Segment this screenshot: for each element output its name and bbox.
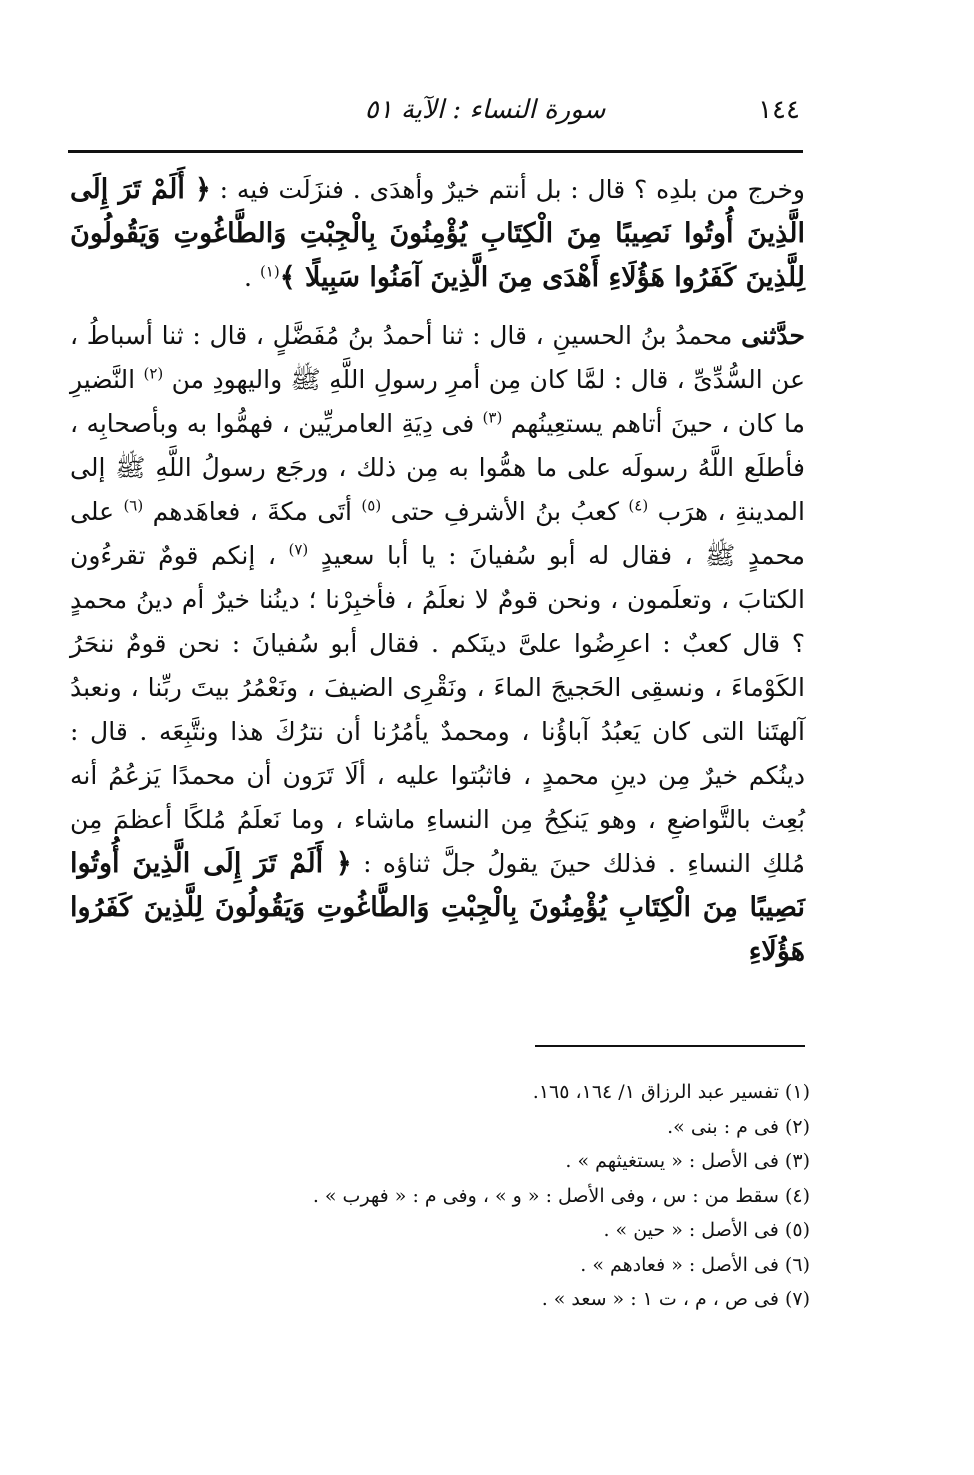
header-rule	[68, 150, 803, 153]
footnote-ref: (٣)	[482, 408, 503, 427]
text-run: .	[244, 263, 260, 292]
footnote-1: (١) تفسير عبد الرزاق ١/ ١٦٤، ١٦٥.	[532, 1081, 810, 1103]
paragraph-1	[70, 168, 805, 300]
text-run: وخرج من بلدِه ؟ قال : بل أنتم خيرٌ وأهدَى . فنزَلَت فيه :	[210, 175, 805, 204]
footnote-ref: (٦)	[123, 496, 144, 515]
lead-word: حدَّثنى	[741, 321, 805, 350]
footnotes	[200, 1075, 810, 1317]
main-text	[70, 168, 805, 974]
footnote-ref: (٥)	[361, 496, 382, 515]
footnote-ref: (٧)	[288, 540, 309, 559]
quran-verse: ﴿ أَلَمْ تَرَ إِلَى الَّذِينَ أُوتُوا نَصِيبًا مِنَ الْكِتَابِ يُؤْمِنُونَ بِالْجِبْتِ وَالطَّاغُوتِ وَيَقُولُونَ لِلَّذِينَ كَفَرُوا هَؤُلَاءِ أَهْدَى مِنَ الَّذِينَ آمَنُوا سَبِيلًا ﴾	[70, 174, 805, 293]
footnote-6: (٦) فى الأصل : « فعادهم » .	[580, 1253, 810, 1276]
footnote-7: (٧) فى ص ، م ، ت ١ : « سعد » .	[541, 1288, 810, 1310]
running-title: سورة النساء : الآية ٥١	[364, 95, 606, 125]
paragraph-2	[70, 314, 805, 974]
quran-verse: ﴿ أَلَمْ تَرَ إِلَى الَّذِينَ أُوتُوا نَصِيبًا مِنَ الْكِتَابِ يُؤْمِنُونَ بِالْجِبْتِ وَالطَّاغُوتِ وَيَقُولُونَ لِلَّذِينَ كَفَرُوا هَؤُلَاءِ	[70, 848, 805, 967]
text-run: على محمدٍ ﷺ ، فقال له أبو سُفيانَ : يا أبا سعيدٍ	[70, 497, 805, 570]
page-header	[70, 90, 800, 130]
page-number: ١٤٤	[758, 95, 800, 125]
footnote-5: (٥) فى الأصل : « حين » .	[603, 1219, 810, 1241]
footnote-ref: (٤)	[628, 496, 649, 515]
footnote-4: (٤) سقط من : س ، وفى الأصل : « و » ، وفى م : « فهرب » .	[312, 1184, 810, 1207]
text-run: ، إنكم قومٌ تقرءُون الكتابَ ، وتعلَمون ، ونحن قومٌ لا نعلَمُ ، فأخبِرْنا ؛ دينُنا خيرٌ أم دينُ محمدٍ ؟ قال كعبٌ : اعرِضُوا علىَّ دينَكم . فقال أبو سُفيانَ : نحن قومٌ ننحَرُ الكَوْماءَ ، ونسقِى الحَجيجَ الماءَ ، ونَقْرِى الضيفَ ، ونَعْمُرُ بيتَ ربِّنا ، ونعبدُ آلهتَنا التى كان يَعبُدُ آباؤُنا ، ومحمدٌ يأمُرُنا أن نترُكَ هذا ونتَّبِعَه . قال : دينُكم خيرٌ مِن دينِ محمدٍ ، فاثبُتوا عليه ، ألَا تَرَون أن محمدًا يَزعُمُ أنه بُعِث بالتَّواضعِ ، وهو يَنكِحُ مِن النساءِ ماشاء ، وما نَعلَمُ مُلكًا أعظمَ مِن مُلكِ النساءِ . فذلك حينَ يقولُ جلَّ ثناؤه :	[70, 541, 806, 878]
footnote-ref: (٢)	[143, 364, 164, 383]
footnote-rule	[535, 1045, 805, 1047]
footnote-ref: (١)	[259, 262, 280, 281]
footnote-3: (٣) فى الأصل : « يستغيثهم » .	[565, 1150, 810, 1172]
footnote-2: (٢) فى م : بنى ».	[667, 1115, 810, 1138]
text-run: كعبُ بنُ الأشرفِ حتى	[381, 497, 629, 526]
text-run: النَّضيرِ ما كان ، حينَ أتاهم يستعِينُهم	[70, 365, 805, 438]
text-run: محمدُ بنُ الحسينِ ، قال : ثنا أحمدُ بنُ مُفَضَّلٍ ، قال : ثنا أسباطُ ، عن السُّدِّىِّ ، قال : لمَّا كان مِن أمرِ رسولِ اللَّهِ ﷺ واليهودِ من	[70, 321, 805, 394]
text-run: أتَى مكةَ ، فعاهَدهم	[143, 497, 362, 526]
text-run: فى دِيَةِ العامريِّين ، فهمُّوا به وبأصحابِه ، فأطلَع اللَّهُ رسولَه على ما همُّوا به مِن ذلك ، ورجَع رسولُ اللَّهِ ﷺ إلى المدينةِ ، هرَب	[70, 409, 806, 526]
